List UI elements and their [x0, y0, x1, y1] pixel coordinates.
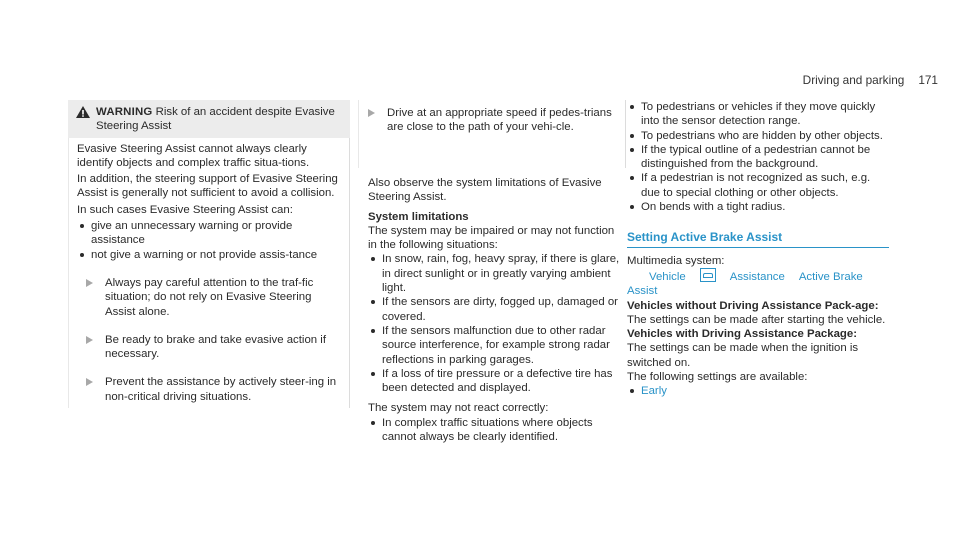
menu-path-assist[interactable]: Assist [627, 285, 658, 298]
with-package-heading: Vehicles with Driving Assistance Package: [627, 328, 858, 341]
settings-list [627, 384, 889, 398]
multimedia-label: Multimedia system: [627, 254, 725, 267]
list-item: If a pedestrian is not recognized as such, e.g. due to special clothing or other objects. [627, 171, 889, 200]
warning-triangle-icon [76, 106, 90, 122]
tip-item: Drive at an appropriate speed if pedes-trians are close to the path of your vehi-cle. [359, 106, 615, 135]
column-left [68, 100, 350, 403]
tip-arrow-icon [86, 279, 93, 287]
menu-path-vehicle[interactable]: Vehicle [649, 270, 686, 283]
warning-title: Risk of an accident despite Evasive Steering Assist [96, 106, 335, 133]
observe-text: Also observe the system limitations of Evasive Steering Assist. [368, 177, 602, 204]
list-item: not give a warning or not provide assis-tance [77, 248, 341, 262]
limits-list [368, 252, 626, 395]
system-limitations-heading: System limitations [368, 210, 469, 223]
tip-arrow-icon [368, 109, 375, 117]
tip-item: Prevent the assistance by actively steer-ing in non-critical driving situations. [77, 375, 341, 404]
list-item: In snow, rain, fog, heavy spray, if there is glare, in direct sunlight or in greatly varying ambient light. [368, 252, 626, 295]
warning-header [68, 100, 350, 138]
react-list-continued [627, 100, 889, 214]
tip-arrow-icon [86, 378, 93, 386]
setting-heading: Setting Active Brake Assist [627, 230, 889, 247]
warning-body [68, 138, 350, 408]
list-item: If the sensors malfunction due to other radar source interference, for example strong radar reflections in parking garages. [368, 324, 626, 367]
list-item: To pedestrians who are hidden by other objects. [627, 129, 889, 143]
list-item: In complex traffic situations where objects cannot always be clearly identified. [368, 416, 626, 445]
list-item: If the typical outline of a pedestrian cannot be distinguished from the background. [627, 143, 889, 172]
section-title: Driving and parking [802, 73, 905, 87]
list-item: If the sensors are dirty, fogged up, damaged or covered. [368, 295, 626, 324]
list-item: give an unnecessary warning or provide assistance [77, 219, 341, 248]
limits-intro: The system may be impaired or may not function in the following situations: [368, 224, 615, 252]
setting-option-early[interactable]: Early [627, 384, 889, 398]
without-package-text: The settings can be made after starting the vehicle. [627, 313, 886, 326]
list-item: If a loss of tire pressure or a defective tire has been detected and displayed. [368, 367, 626, 396]
react-list [368, 416, 626, 445]
warning-paragraph: In such cases Evasive Steering Assist can: [77, 203, 293, 216]
column-middle [358, 100, 626, 444]
warning-list [77, 219, 341, 262]
react-intro: The system may not react correctly: [368, 402, 549, 415]
settings-intro: The following settings are available: [627, 371, 808, 384]
warning-label: WARNING [96, 106, 153, 118]
warning-paragraph: In addition, the steering support of Evasive Steering Assist is generally not sufficient to avoid a collision. [77, 173, 338, 200]
tip-item: Always pay careful attention to the traf-fic situation; do not rely on Evasive Steering Assist alone. [77, 276, 341, 319]
tip-arrow-icon [86, 336, 93, 344]
vehicle-assistance-icon [700, 268, 716, 282]
menu-path-assistance[interactable]: Assistance [729, 270, 785, 283]
list-item: On bends with a tight radius. [627, 200, 889, 214]
warning-paragraph: Evasive Steering Assist cannot always clearly identify objects and complex traffic situa-tions. [77, 142, 310, 169]
warning-continuation [358, 100, 626, 168]
warning-box [68, 100, 350, 403]
column-right [627, 100, 889, 399]
list-item: To pedestrians or vehicles if they move quickly into the sensor detection range. [627, 100, 889, 129]
page-number: 171 [918, 73, 938, 87]
tip-item: Be ready to brake and take evasive action if necessary. [77, 333, 341, 362]
with-package-text: The settings can be made when the ignition is switched on. [627, 342, 859, 369]
without-package-heading: Vehicles without Driving Assistance Pack-age: [627, 299, 879, 312]
menu-path-active-brake[interactable]: Active Brake [798, 270, 863, 283]
page-header [803, 73, 938, 87]
menu-path [627, 268, 889, 284]
